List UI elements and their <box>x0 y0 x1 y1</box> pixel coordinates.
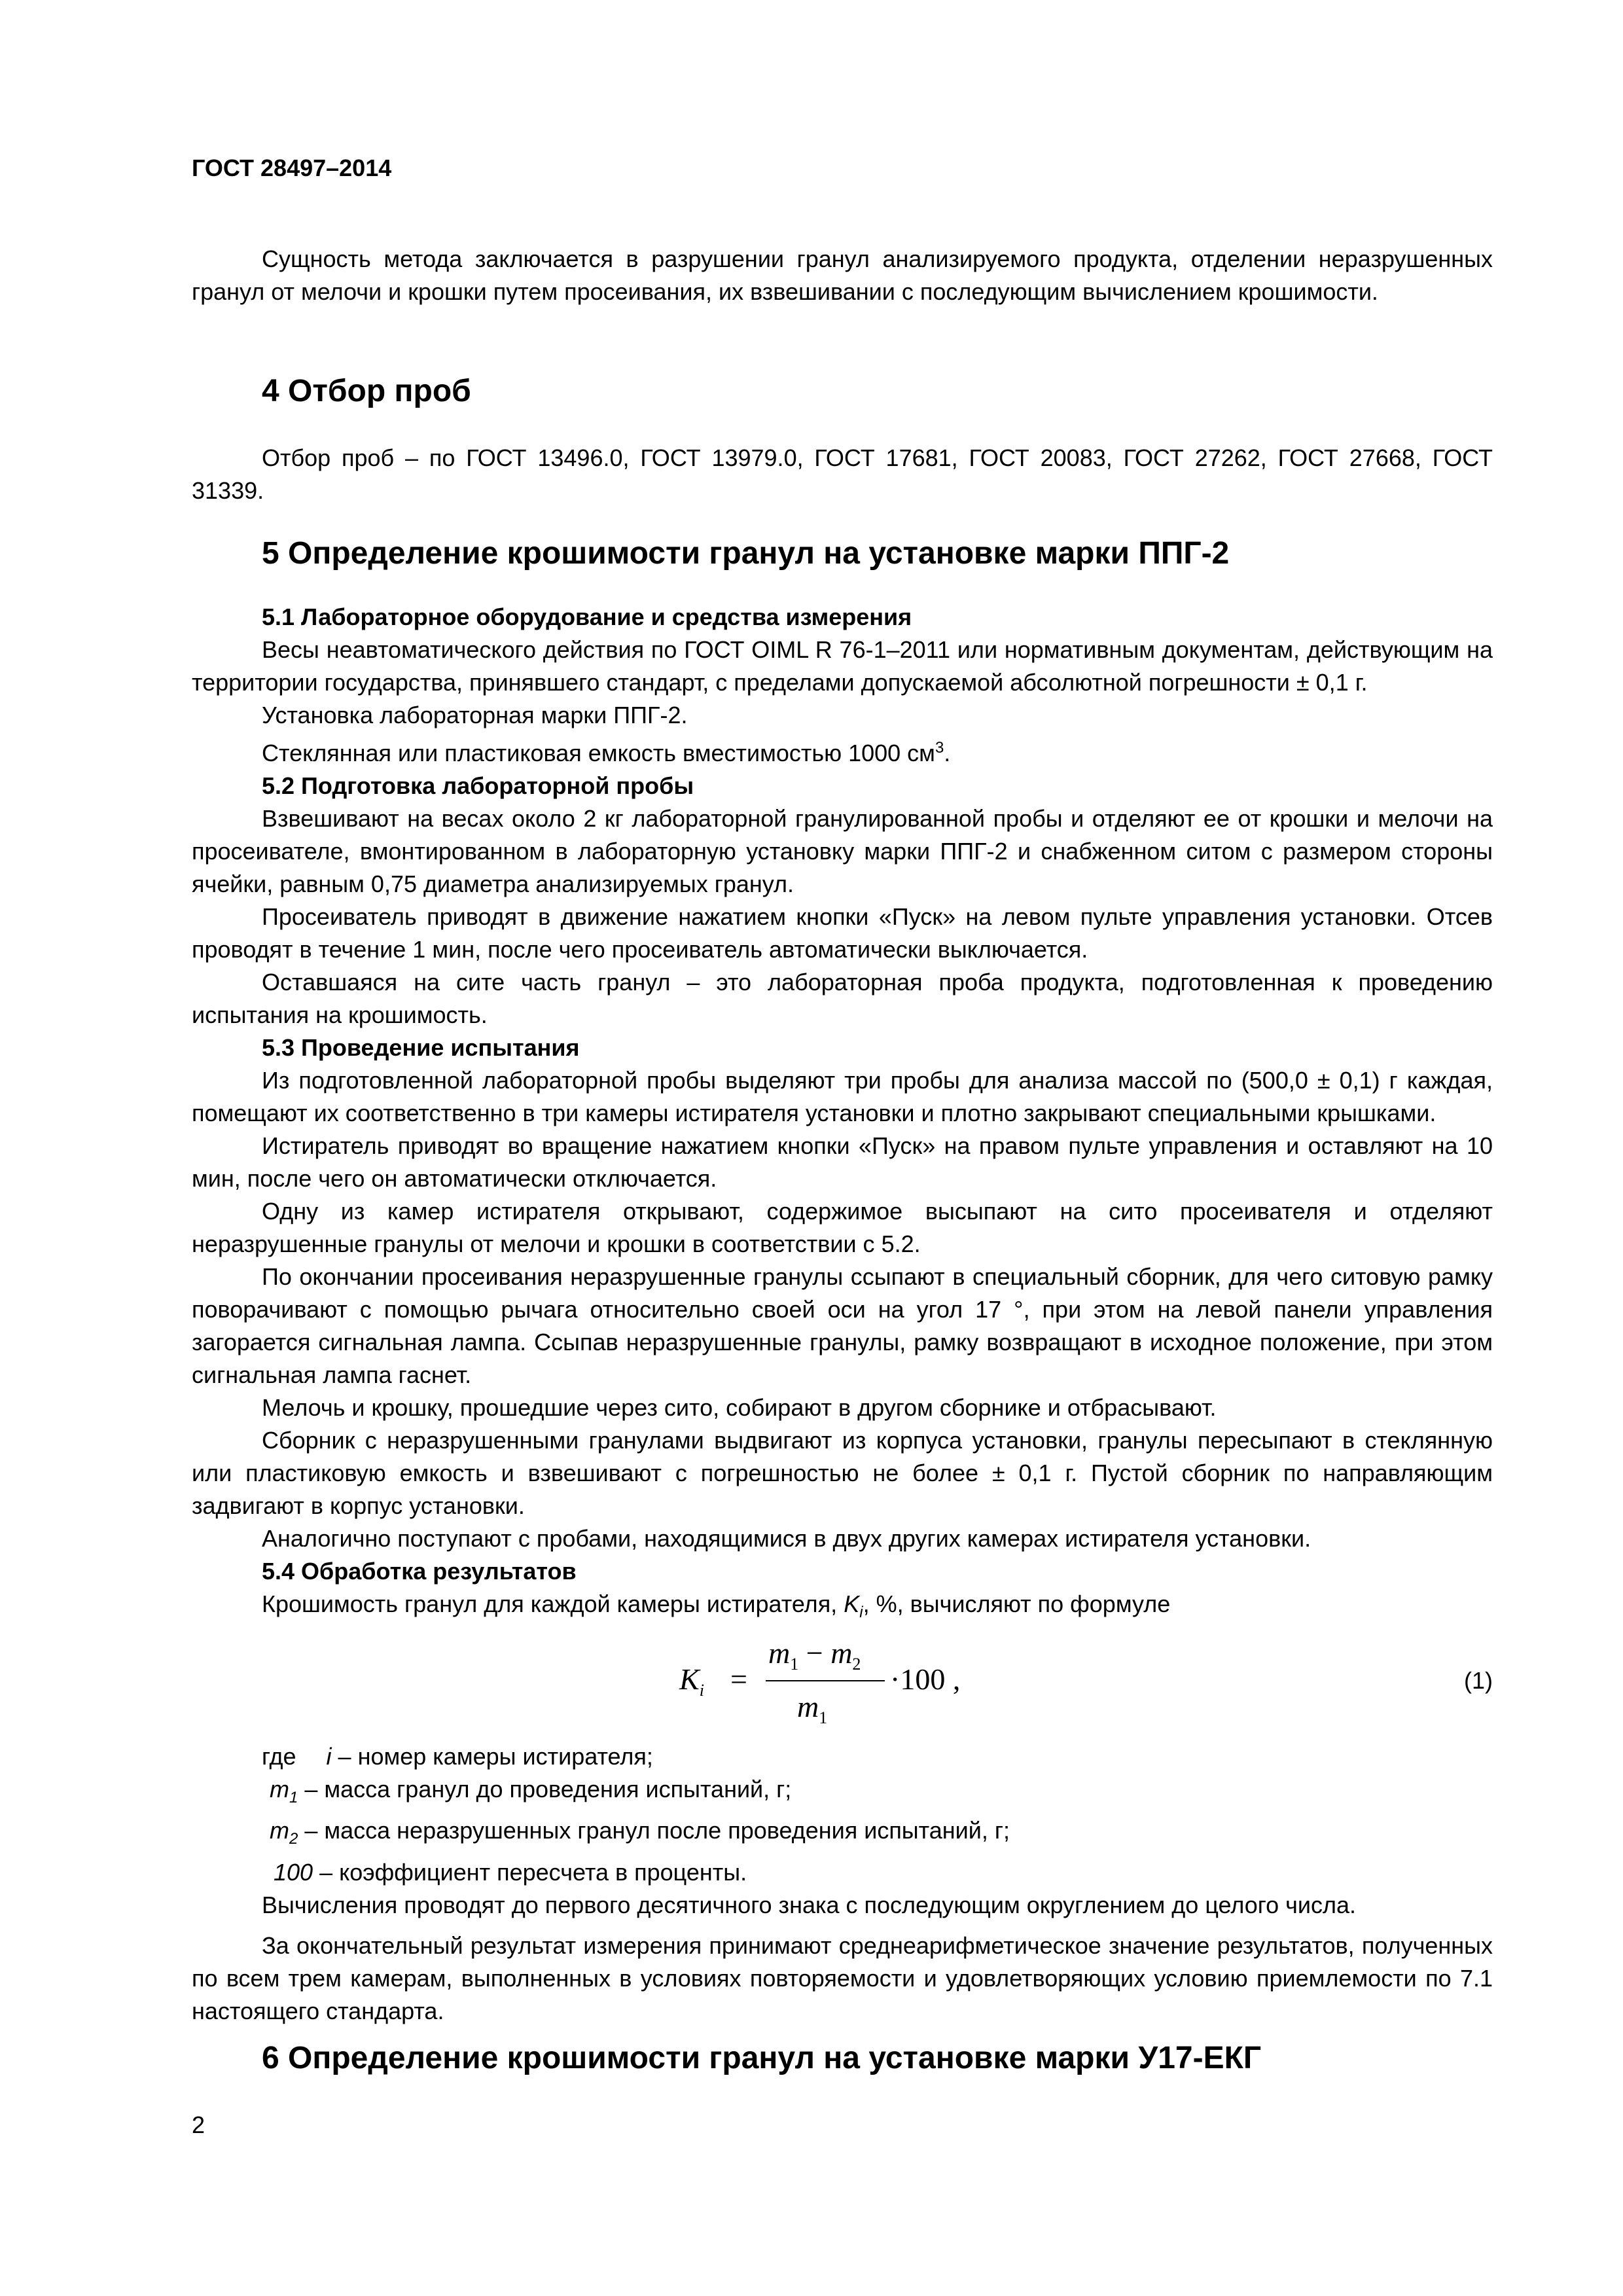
paragraph: Аналогично поступают с пробами, находящимися в двух других камерах истирателя установки. <box>262 1525 1311 1552</box>
symbol-m1-sub: 1 <box>790 1655 799 1674</box>
section-4-heading: 4 Отбор проб <box>262 374 471 408</box>
subsection-5-3 <box>192 1031 1493 1555</box>
paragraph <box>192 732 1493 770</box>
text-span: , %, вычисляют по формуле <box>863 1590 1171 1617</box>
formula-denominator <box>797 1691 827 1734</box>
symbol-m1: m <box>768 1636 791 1670</box>
paragraph: Одну из камер истирателя открывают, содержимое высыпают на сито просеивателя и отделяют неразрушенные гранулы от мелочи и крошки в соответствии с 5.2. <box>192 1198 1493 1257</box>
section-5 <box>192 534 1493 2028</box>
section-5-heading: 5 Определение крошимости гранул на установке марки ППГ-2 <box>262 536 1230 571</box>
formula-lhs <box>679 1663 704 1707</box>
where-symbol: 100 <box>274 1858 313 1886</box>
where-text: – номер камеры истирателя; <box>331 1743 653 1770</box>
subsection-5-3-heading: 5.3 Проведение испытания <box>262 1034 580 1061</box>
symbol-k-sub: i <box>699 1681 704 1700</box>
paragraph: Установка лабораторная марки ППГ-2. <box>262 702 688 728</box>
paragraph: Весы неавтоматического действия по ГОСТ OIML R 76-1–2011 или нормативным документам, действующим на территории государства, принявшего стандарт, с пределами допускаемой абсолютной погрешности ± 0,1 г. <box>192 636 1493 696</box>
subsection-5-2-heading: 5.2 Подготовка лабораторной пробы <box>262 772 694 799</box>
symbol-m1-denominator-sub: 1 <box>819 1708 828 1728</box>
paragraph: По окончании просеивания неразрушенные гранулы ссыпают в специальный сборник, для чего ситовую рамку поворачивают с помощью рычага относительно своей оси на угол 17 °, при этом на левой панели управления загорается сигнальная лампа. Ссыпав неразрушенные гранулы, рамку возвращают в исходное положение, при этом сигнальная лампа гаснет. <box>192 1263 1493 1388</box>
where-line <box>192 1814 1493 1856</box>
formula-equals: = <box>730 1662 747 1696</box>
paragraph: Оставшаяся на сите часть гранул – это лабораторная проба продукта, подготовленная к проведению испытания на крошимость. <box>192 969 1493 1028</box>
where-text: – масса гранул до проведения испытаний, г; <box>298 1776 792 1803</box>
section-4-text: Отбор проб – по ГОСТ 13496.0, ГОСТ 13979.0, ГОСТ 17681, ГОСТ 20083, ГОСТ 27262, ГОСТ 27668, ГОСТ 31339. <box>192 444 1493 504</box>
paragraph: Истиратель приводят во вращение нажатием кнопки «Пуск» на правом пульте управления и оставляют на 10 мин, после чего он автоматически отключается. <box>192 1132 1493 1192</box>
symbol-m2-sub: 2 <box>852 1655 861 1674</box>
where-line <box>192 1856 1493 1889</box>
where-symbol-sub: 1 <box>289 1789 298 1807</box>
subsection-5-4-heading: 5.4 Обработка результатов <box>262 1558 577 1585</box>
text-span: . <box>944 740 951 766</box>
subsection-5-4 <box>192 1555 1493 2028</box>
paragraph: Просеиватель приводят в движение нажатием кнопки «Пуск» на левом пульте управления установки. Отсев проводят в течение 1 мин, после чего просеиватель автоматически выключается. <box>192 903 1493 963</box>
formula-minus: − <box>798 1636 831 1670</box>
where-line <box>192 1773 1493 1814</box>
text-span: Крошимость гранул для каждой камеры истирателя, <box>262 1590 844 1617</box>
formula-lead <box>192 1588 1493 1629</box>
superscript: 3 <box>935 739 944 757</box>
variable-k-index: i <box>859 1604 863 1622</box>
standard-header: ГОСТ 28497–2014 <box>192 154 392 181</box>
subsection-5-2 <box>192 770 1493 1031</box>
paragraph: Из подготовленной лабораторной пробы выделяют три пробы для анализа массой по (500,0 ± 0,1) г каждая, помещают их соответственно в три камеры истирателя установки и плотно закрывают специальными крышками. <box>192 1067 1493 1126</box>
where-word: где <box>262 1743 296 1770</box>
subsection-5-1 <box>192 601 1493 770</box>
formula-1 <box>192 1634 1493 1738</box>
paragraph: Вычисления проводят до первого десятичного знака с последующим округлением до целого числа. <box>262 1891 1357 1918</box>
intro-paragraph: Сущность метода заключается в разрушении гранул анализируемого продукта, отделении неразрушенных гранул от мелочи и крошки путем просеивания, их взвешивании с последующим вычислением крошимости. <box>192 245 1493 305</box>
paragraph: Мелочь и крошку, прошедшие через сито, собирают в другом сборнике и отбрасывают. <box>262 1394 1217 1421</box>
symbol-m2: m <box>830 1636 853 1670</box>
section-6-heading: 6 Определение крошимости гранул на установке марки У17-ЕКГ <box>262 2041 1262 2075</box>
where-symbol: m <box>270 1817 289 1844</box>
where-text: – масса неразрушенных гранул после проведения испытаний, г; <box>298 1817 1010 1844</box>
fraction-bar <box>766 1680 885 1681</box>
paragraph: Взвешивают на весах около 2 кг лабораторной гранулированной пробы и отделяют ее от крошки и мелочи на просеивателе, вмонтированном в лабораторную установку марки ППГ-2 и снабженном ситом с размером стороны ячейки, равным 0,75 диаметра анализируемых гранул. <box>192 805 1493 897</box>
where-symbol: i <box>326 1743 332 1770</box>
where-line <box>192 1740 1493 1773</box>
formula-numerator <box>768 1637 861 1681</box>
symbol-k: K <box>679 1662 700 1696</box>
paragraph: За окончательный результат измерения принимают среднеарифметическое значение результатов, полученных по всем трем камерам, выполненных в условиях повторяемости и удовлетворяющих условию приемлемости по 7.1 настоящего стандарта. <box>192 1931 1493 2024</box>
intro-block <box>192 243 1493 308</box>
section-6 <box>192 2039 1493 2078</box>
symbol-m1-denominator: m <box>797 1690 819 1724</box>
where-symbol: m <box>270 1776 289 1803</box>
where-text: – коэффициент пересчета в проценты. <box>313 1858 747 1886</box>
paragraph: Сборник с неразрушенными гранулами выдвигают из корпуса установки, гранулы пересыпают в стеклянную или пластиковую емкость и взвешивают с погрешностью не более ± 0,1 г. Пустой сборник по направляющим задвигают в корпус установки. <box>192 1427 1493 1519</box>
text-span: Стеклянная или пластиковая емкость вместимостью 1000 см <box>262 740 935 766</box>
where-symbol-sub: 2 <box>289 1830 298 1848</box>
section-4 <box>192 372 1493 507</box>
variable-k: K <box>844 1590 860 1617</box>
page-number: 2 <box>192 2111 205 2138</box>
subsection-5-1-heading: 5.1 Лабораторное оборудование и средства измерения <box>262 603 912 630</box>
formula-multiplier: ·100 , <box>890 1662 961 1696</box>
formula-number: (1) <box>1464 1667 1493 1695</box>
